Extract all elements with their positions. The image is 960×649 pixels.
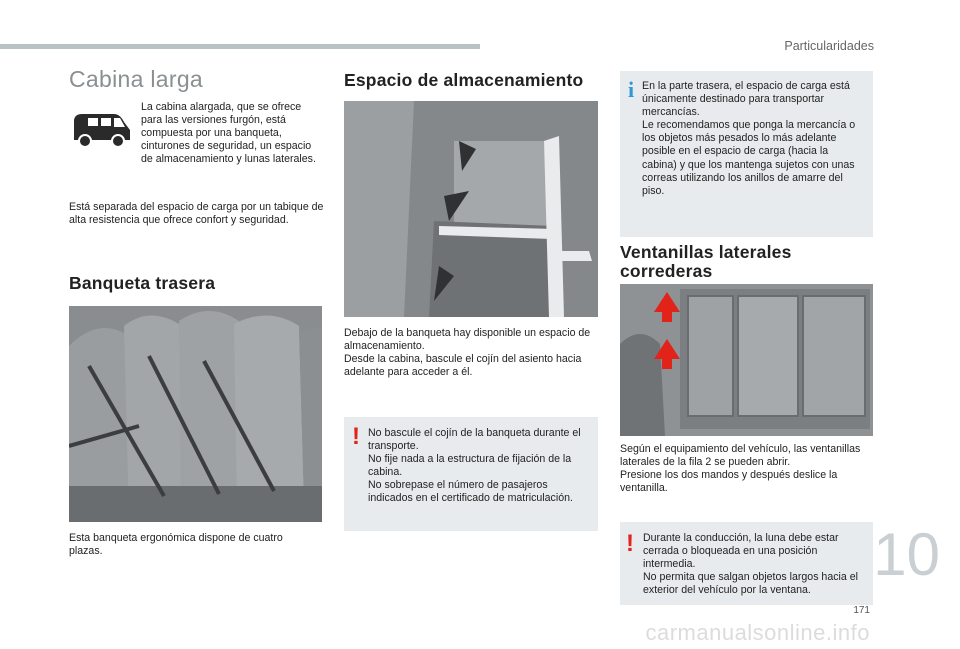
cabina-larga-title: Cabina larga (69, 66, 204, 92)
info-icon: i (628, 77, 635, 102)
warning-icon: ! (626, 530, 634, 557)
header-bar (0, 44, 480, 49)
almacenamiento-warning-text: No bascule el cojín de la banqueta durante el transporte. No fije nada a la estructura de fijación de la cabina. No sobrepase el número de pasajeros indicados en el certificado de matriculación. (368, 427, 581, 505)
almacenamiento-body: Debajo de la banqueta hay disponible un espacio de almacenamiento. Desde la cabina, bascule el cojín del asiento hacia adelante para acceder a él. (344, 327, 591, 379)
banqueta-caption: Esta banqueta ergonómica dispone de cuatro plazas. (69, 532, 283, 558)
van-icon (70, 108, 134, 152)
ventanillas-heading: Ventanillas laterales correderas (620, 242, 792, 281)
ventanillas-body: Según el equipamiento del vehículo, las ventanillas laterales de la fila 2 se pueden abrir. Presione los dos mandos y después deslice la ventanilla. (620, 443, 861, 495)
window-photo (620, 284, 873, 436)
almacenamiento-heading: Espacio de almacenamiento (344, 70, 584, 90)
bench-photo (69, 306, 322, 522)
cabina-separation: Está separada del espacio de carga por un tabique de alta resistencia que ofrece confort y seguridad. (69, 201, 324, 227)
storage-photo (344, 101, 598, 317)
info-box (620, 71, 873, 237)
watermark: carmanualsonline.info (645, 620, 870, 645)
banqueta-heading: Banqueta trasera (69, 273, 216, 293)
ventanillas-warning-text: Durante la conducción, la luna debe estar cerrada o bloqueada en una posición intermedia. No permita que salgan objetos largos hacia el exterior del vehículo por la ventana. (643, 532, 858, 597)
almacenamiento-warning-box (344, 417, 598, 531)
ventanillas-warning-box (620, 522, 873, 605)
info-text: En la parte trasera, el espacio de carga está únicamente destinado para transportar mercancías. Le recomendamos que ponga la mercancía o los objetos más pesados lo más adelante posible en el espacio de carga (hacia la cabina) y que los mantenga sujetos con unas correas utilizando los anillos de amarre del piso. (642, 80, 856, 197)
section-title: Particularidades (784, 39, 874, 53)
chapter-number: 10 (873, 521, 940, 588)
page-number: 171 (853, 605, 870, 616)
warning-icon: ! (352, 423, 360, 450)
cabina-intro: La cabina alargada, que se ofrece para las versiones furgón, está compuesta por una banqueta, cinturones de seguridad, un espacio de almacenamiento y lunas laterales. (141, 101, 316, 166)
